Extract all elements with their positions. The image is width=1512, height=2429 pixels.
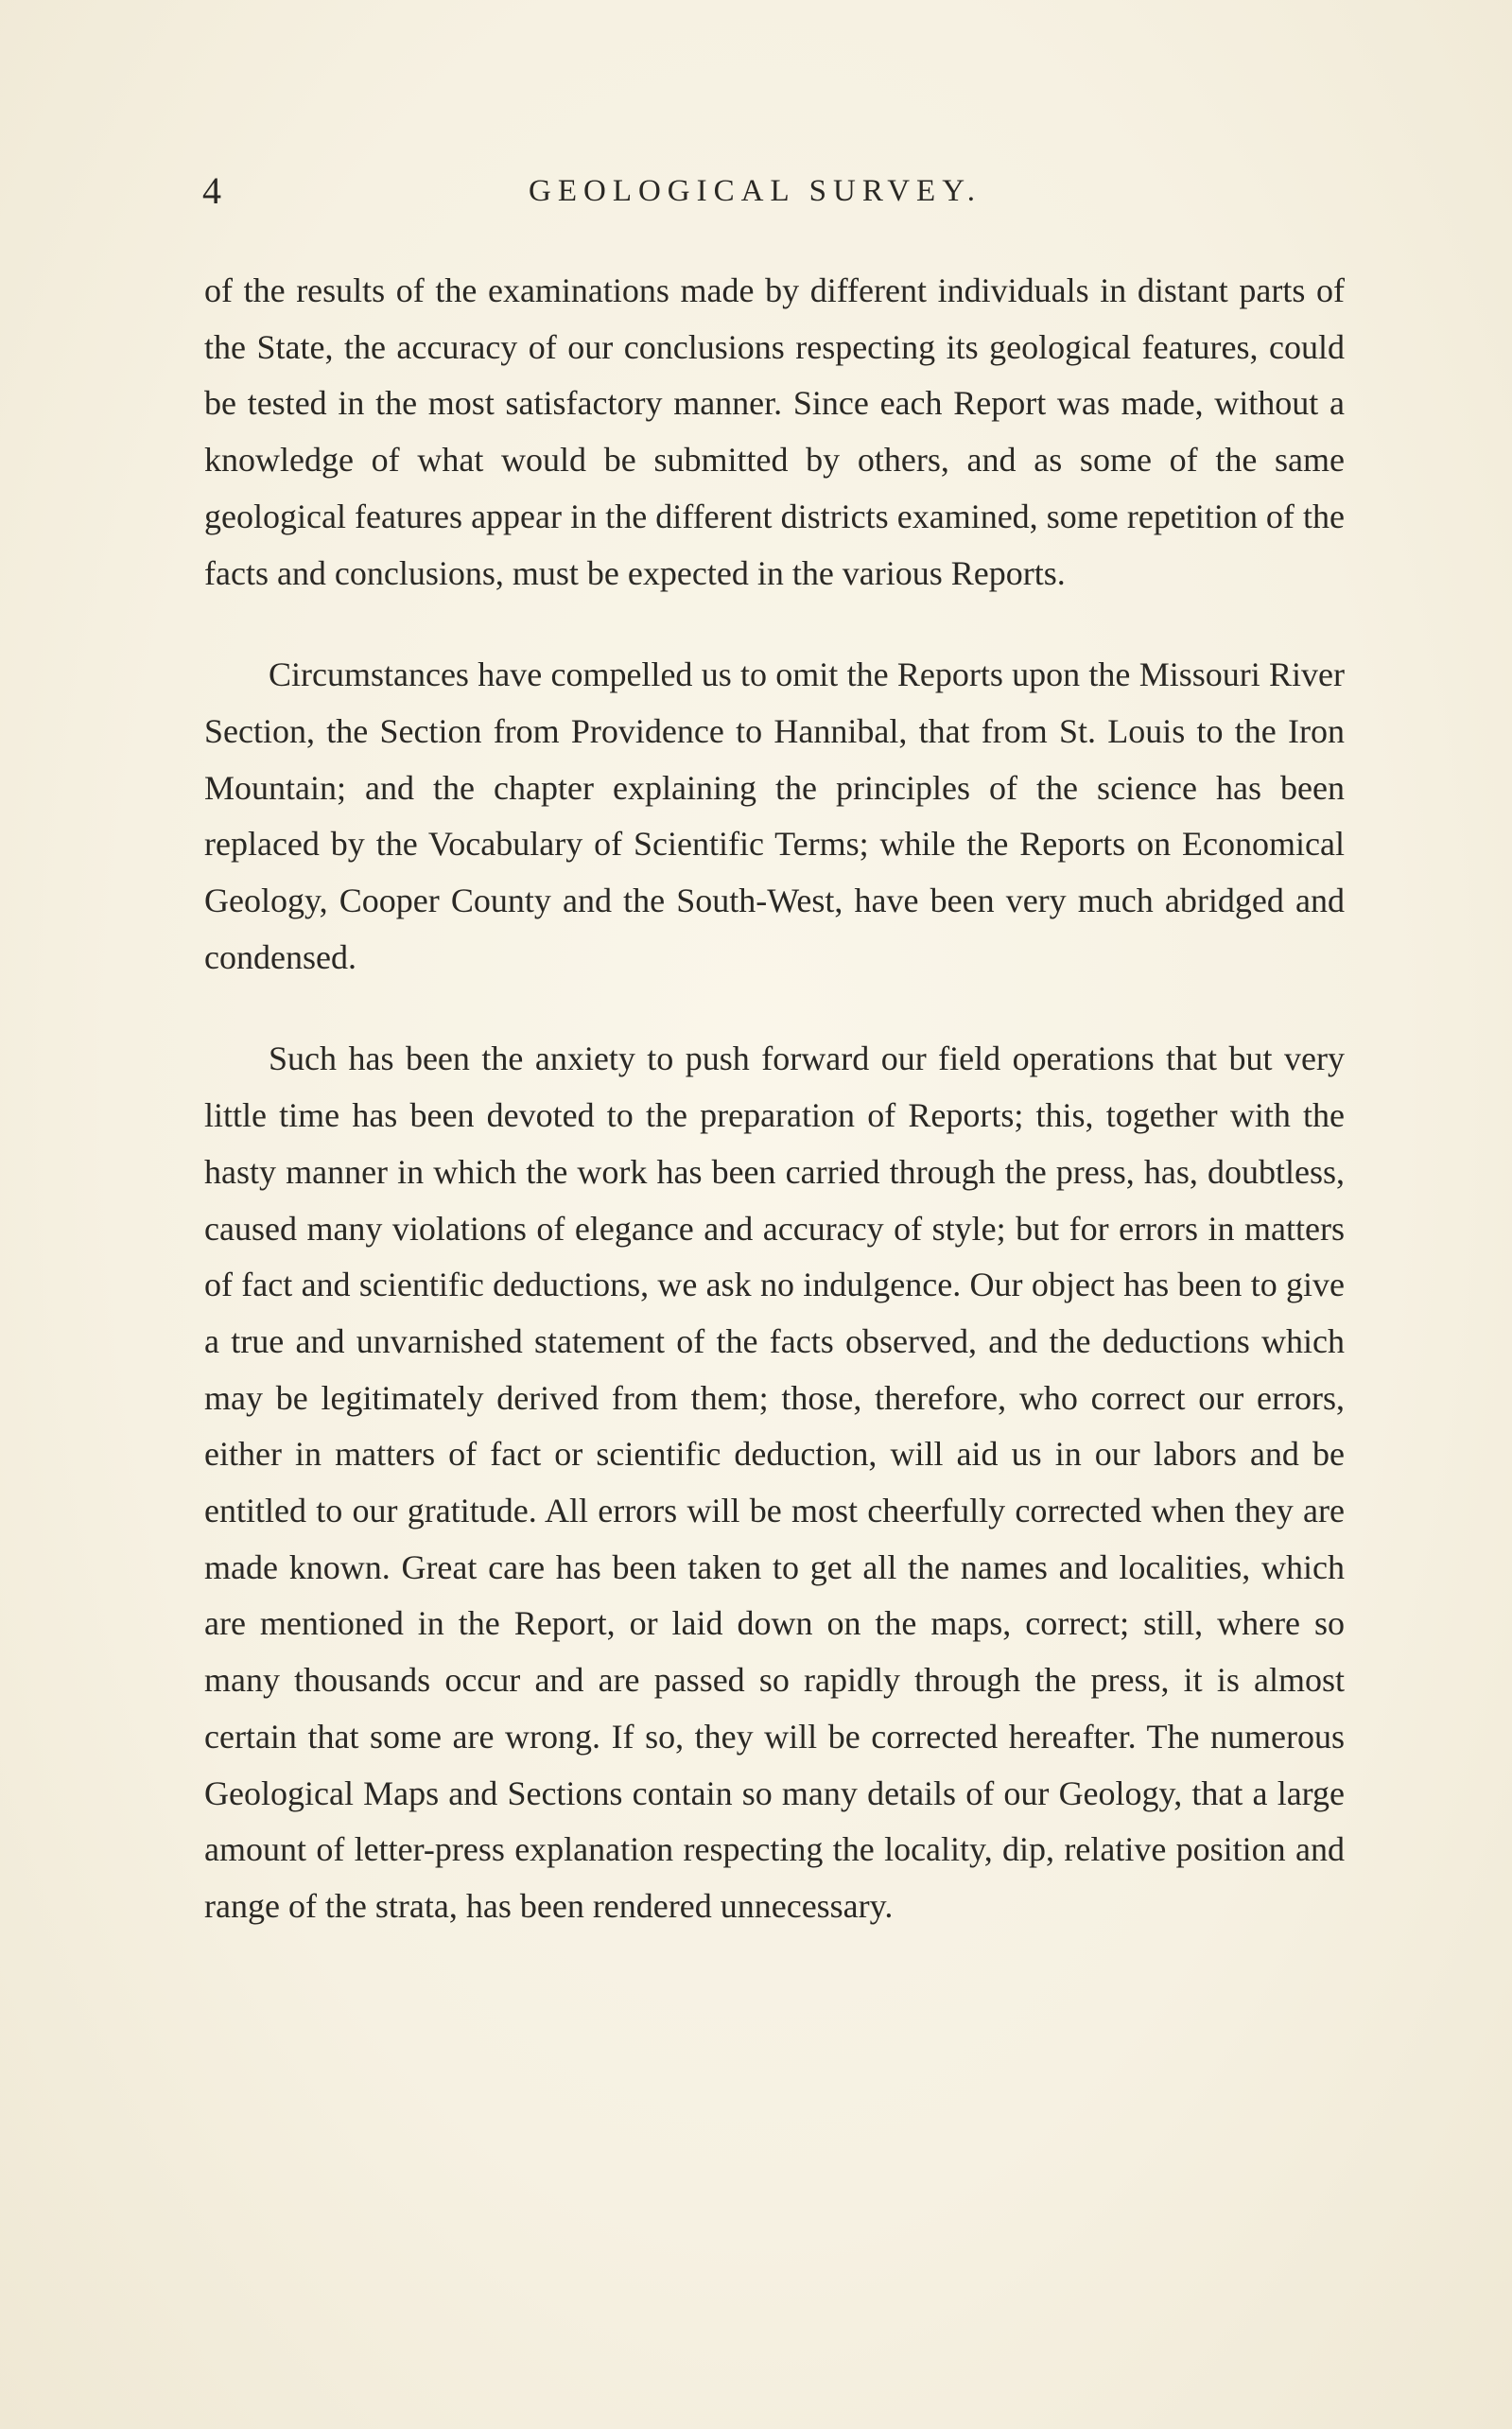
running-head: GEOLOGICAL SURVEY. (529, 174, 982, 208)
paragraph-omitted-reports: Circumstances have compelled us to omit the Reports upon the Missouri River Section, the Section from Providence to Hannibal, that from St. Louis to the Iron Mountain; and the chapter explaining the principles of the science has been replaced by the Vocabulary of Scientific Terms; while the Reports on Economical Geology, Cooper County and the South-West, have been very much abridged and condensed. (204, 655, 1345, 976)
page-number: 4 (202, 169, 221, 212)
body-text (204, 263, 1345, 1981)
page-header (202, 163, 1347, 219)
paragraph-continued: of the results of the examinations made by different individuals in distant parts of the State, the accuracy of our conclusions respecting its geological features, could be tested in the most satisfactory manner. Since each Report was made, without a knowledge of what would be submitted by others, and as some of the same geological features appear in the different districts examined, some repetition of the facts and conclusions, must be expected in the various Reports. (204, 271, 1345, 592)
paragraph-errors: Such has been the anxiety to push forward our field operations that but very little time has been devoted to the preparation of Reports; this, together with the hasty manner in which the work has been carried through the press, has, doubtless, caused many violations of elegance and accuracy of style; but for errors in matters of fact and scientific deductions, we ask no indulgence. Our object has been to give a true and unvarnished statement of the facts observed, and the deductions which may be legitimately derived from them; those, therefore, who correct our errors, either in matters of fact or scientific deduction, will aid us in our labors and be entitled to our gratitude. All errors will be most cheerfully corrected when they are made known. Great care has been taken to get all the names and localities, which are mentioned in the Report, or laid down on the maps, correct; still, where so many thousands occur and are passed so rapidly through the press, it is almost certain that some are wrong. If so, they will be corrected hereafter. The numerous Geological Maps and Sections contain so many details of our Geology, that a large amount of letter-press explanation respecting the locality, dip, relative position and range of the strata, has been rendered unnecessary. (204, 1040, 1345, 1925)
